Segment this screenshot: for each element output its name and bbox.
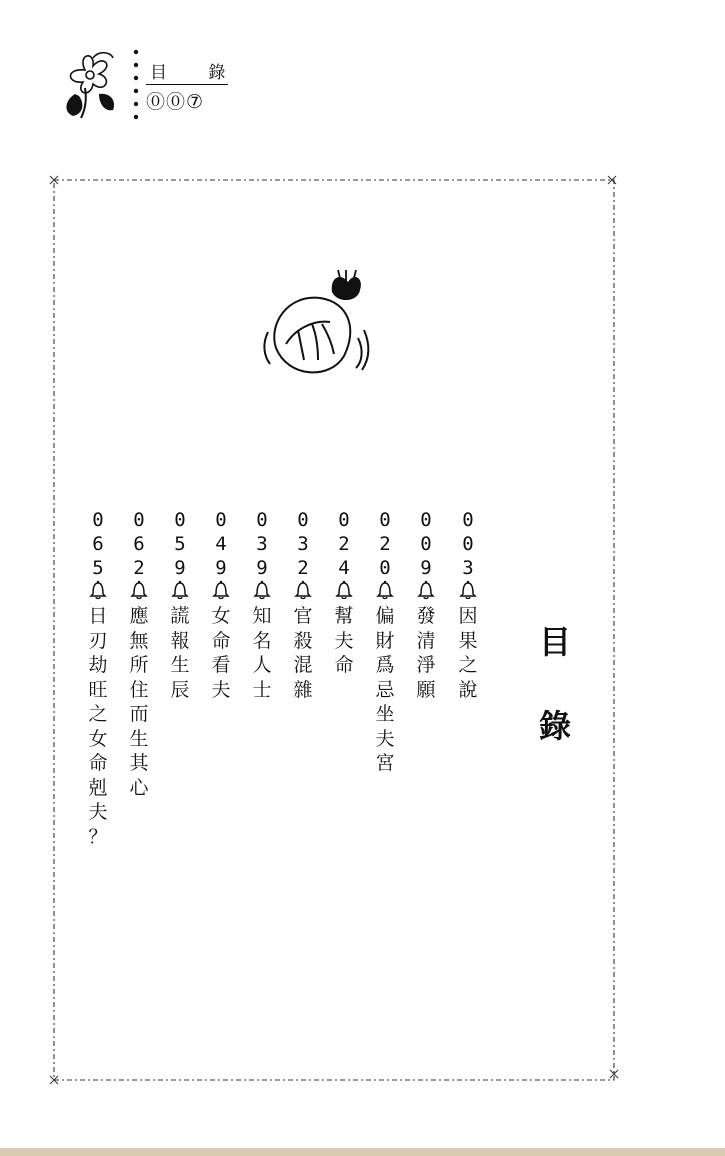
toc-entry-title-char: 命 [88,752,108,774]
header-dot-column [132,48,140,120]
bell-icon [290,580,316,604]
lotus-leaf-icon [258,268,378,388]
toc-entry-title-char: 住 [129,678,149,701]
bell-icon [85,580,111,604]
toc-entry-title [208,604,234,702]
toc-entry-page-digit: 0 [379,557,391,579]
toc-entry-page-digit: 3 [256,533,268,555]
toc-entry-page-digit: 0 [462,509,474,531]
toc-entry-title-char: 清 [416,629,436,652]
toc-entry[interactable] [413,508,439,702]
toc-entry-title-char: 命 [211,629,231,652]
toc-entry-title [290,604,316,702]
toc-entry-title [126,604,152,800]
toc-entry-page-digit: 4 [215,533,227,555]
bell-icon [413,580,439,604]
toc-entry-title-char: 之 [458,654,478,676]
toc-entry-title-char: 命 [334,654,354,676]
toc-entry-page-digit: 9 [174,557,186,579]
toc-entry-title-char: 因 [458,605,478,627]
bell-icon [249,580,275,604]
toc-entry-title-char: 坐 [375,703,395,725]
toc-entry[interactable] [126,508,152,800]
toc-entry-title-char: 無 [129,629,149,652]
toc-entry[interactable] [208,508,234,702]
toc-title [530,600,580,768]
toc-entry-page-digit: 2 [338,533,350,555]
toc-entry-title-char: 宮 [375,752,395,774]
toc-entry[interactable] [455,508,481,702]
toc-entry-title-char: 財 [375,629,395,652]
toc-entry-page-digit: 6 [92,533,104,555]
toc-entry-title-char: 發 [416,605,436,627]
toc-entry-title-char: 殺 [293,629,313,652]
toc-entry-page-digit: 2 [133,557,145,579]
toc-entry-title [167,604,193,702]
bottom-bar [0,1148,725,1156]
toc-entry-title-char: 願 [416,678,436,701]
toc-entry-title-char: 辰 [170,678,190,701]
toc-entry-page-digit: 9 [256,557,268,579]
toc-entry-title [249,604,275,702]
toc-entry[interactable] [290,508,316,702]
toc-title-char: 錄 [538,707,571,745]
toc-entry-title [372,604,398,776]
toc-entry-title-char: 而 [129,703,149,725]
toc-entry-title-char: 名 [252,629,272,652]
header-title: 目 錄 [150,63,244,83]
toc-entry-title-char: 官 [293,605,313,627]
toc-entry-page-digit: 0 [92,509,104,531]
toc-entry-title-char: 刃 [88,629,108,652]
toc-entry-page-digit: 9 [215,557,227,579]
toc-entry-title-char: 報 [170,629,190,652]
toc-entry-title-char: 日 [88,605,108,627]
header-divider [146,84,228,85]
bell-icon [167,580,193,604]
bell-icon [126,580,152,604]
toc-entry-title-char: 士 [252,678,272,701]
toc-entry-title-char: 混 [293,654,313,676]
toc-entry[interactable] [85,508,111,849]
toc-entry-title-char: 忌 [375,678,395,701]
toc-entry-title-char: 夫 [334,629,354,652]
toc-entry-title-char: 夫 [88,801,108,823]
toc-entry-title-char: ？ [88,825,108,848]
header-page-number: ⓪⓪⑦ [146,91,205,113]
flower-icon [55,48,127,120]
toc-entry-title [455,604,481,702]
toc-entry-title-char: 應 [129,605,149,627]
toc-entry-page-digit: 0 [297,509,309,531]
toc-entry-page-digit: 3 [462,557,474,579]
toc-entry-title-char: 爲 [375,654,395,676]
toc-entry-title-char: 偏 [375,605,395,627]
toc-entry-title-char: 雜 [293,678,313,701]
bell-icon [372,580,398,604]
toc-entry-page-digit: 0 [462,533,474,555]
bell-icon [331,580,357,604]
toc-entry[interactable] [372,508,398,776]
bell-icon [208,580,234,604]
toc-entry-page-digit: 0 [379,509,391,531]
toc-entry-title-char: 幫 [334,605,354,627]
toc-entry-page-digit: 0 [420,533,432,555]
toc-entry-page-digit: 4 [338,557,350,579]
toc-entry-title [331,604,357,678]
toc-entry-title-char: 生 [170,654,190,676]
toc-entry-title-char: 知 [252,605,272,627]
toc-entry-title-char: 看 [211,654,231,676]
toc-title-char: 目 [538,623,571,661]
toc-entry-page-digit: 0 [338,509,350,531]
toc-entry-page-digit: 0 [420,509,432,531]
toc-entry-page-digit: 9 [420,557,432,579]
toc-entry-title [413,604,439,702]
toc-entry[interactable] [331,508,357,678]
toc-entry[interactable] [249,508,275,702]
toc-entry-page-digit: 2 [297,557,309,579]
toc-entry-page-digit: 0 [256,509,268,531]
toc-entry-page-digit: 3 [297,533,309,555]
toc-entry-title-char: 劫 [88,654,108,676]
toc-entry-title-char: 生 [129,727,149,750]
toc-entry-title-char: 淨 [416,654,436,676]
toc-entry-page-digit: 2 [379,533,391,555]
toc-entry-title-char: 其 [129,752,149,774]
toc-entry-page-digit: 5 [92,557,104,579]
toc-entry-title-char: 說 [458,678,478,701]
toc-entry-title-char: 夫 [211,678,231,701]
toc-entry-title-char: 人 [252,654,272,676]
toc-entry[interactable] [167,508,193,702]
toc-entry-title-char: 夫 [375,727,395,750]
toc-entry-title-char: 謊 [170,605,190,627]
toc-entry-page-digit: 0 [133,509,145,531]
toc-entry-title-char: 之 [88,703,108,725]
toc-entry-title-char: 果 [458,629,478,652]
toc-entry-page-digit: 0 [215,509,227,531]
toc-entry-page-digit: 6 [133,533,145,555]
bell-icon [455,580,481,604]
toc-entry-title [85,604,111,849]
toc-entry-title-char: 旺 [88,678,108,701]
toc-entry-title-char: 女 [88,727,108,750]
toc-entry-page-digit: 5 [174,533,186,555]
toc-entry-title-char: 所 [129,654,149,676]
toc-entry-page-digit: 0 [174,509,186,531]
toc-entry-title-char: 女 [211,605,231,627]
toc-entry-title-char: 心 [129,776,149,799]
toc-entry-title-char: 剋 [88,776,108,799]
